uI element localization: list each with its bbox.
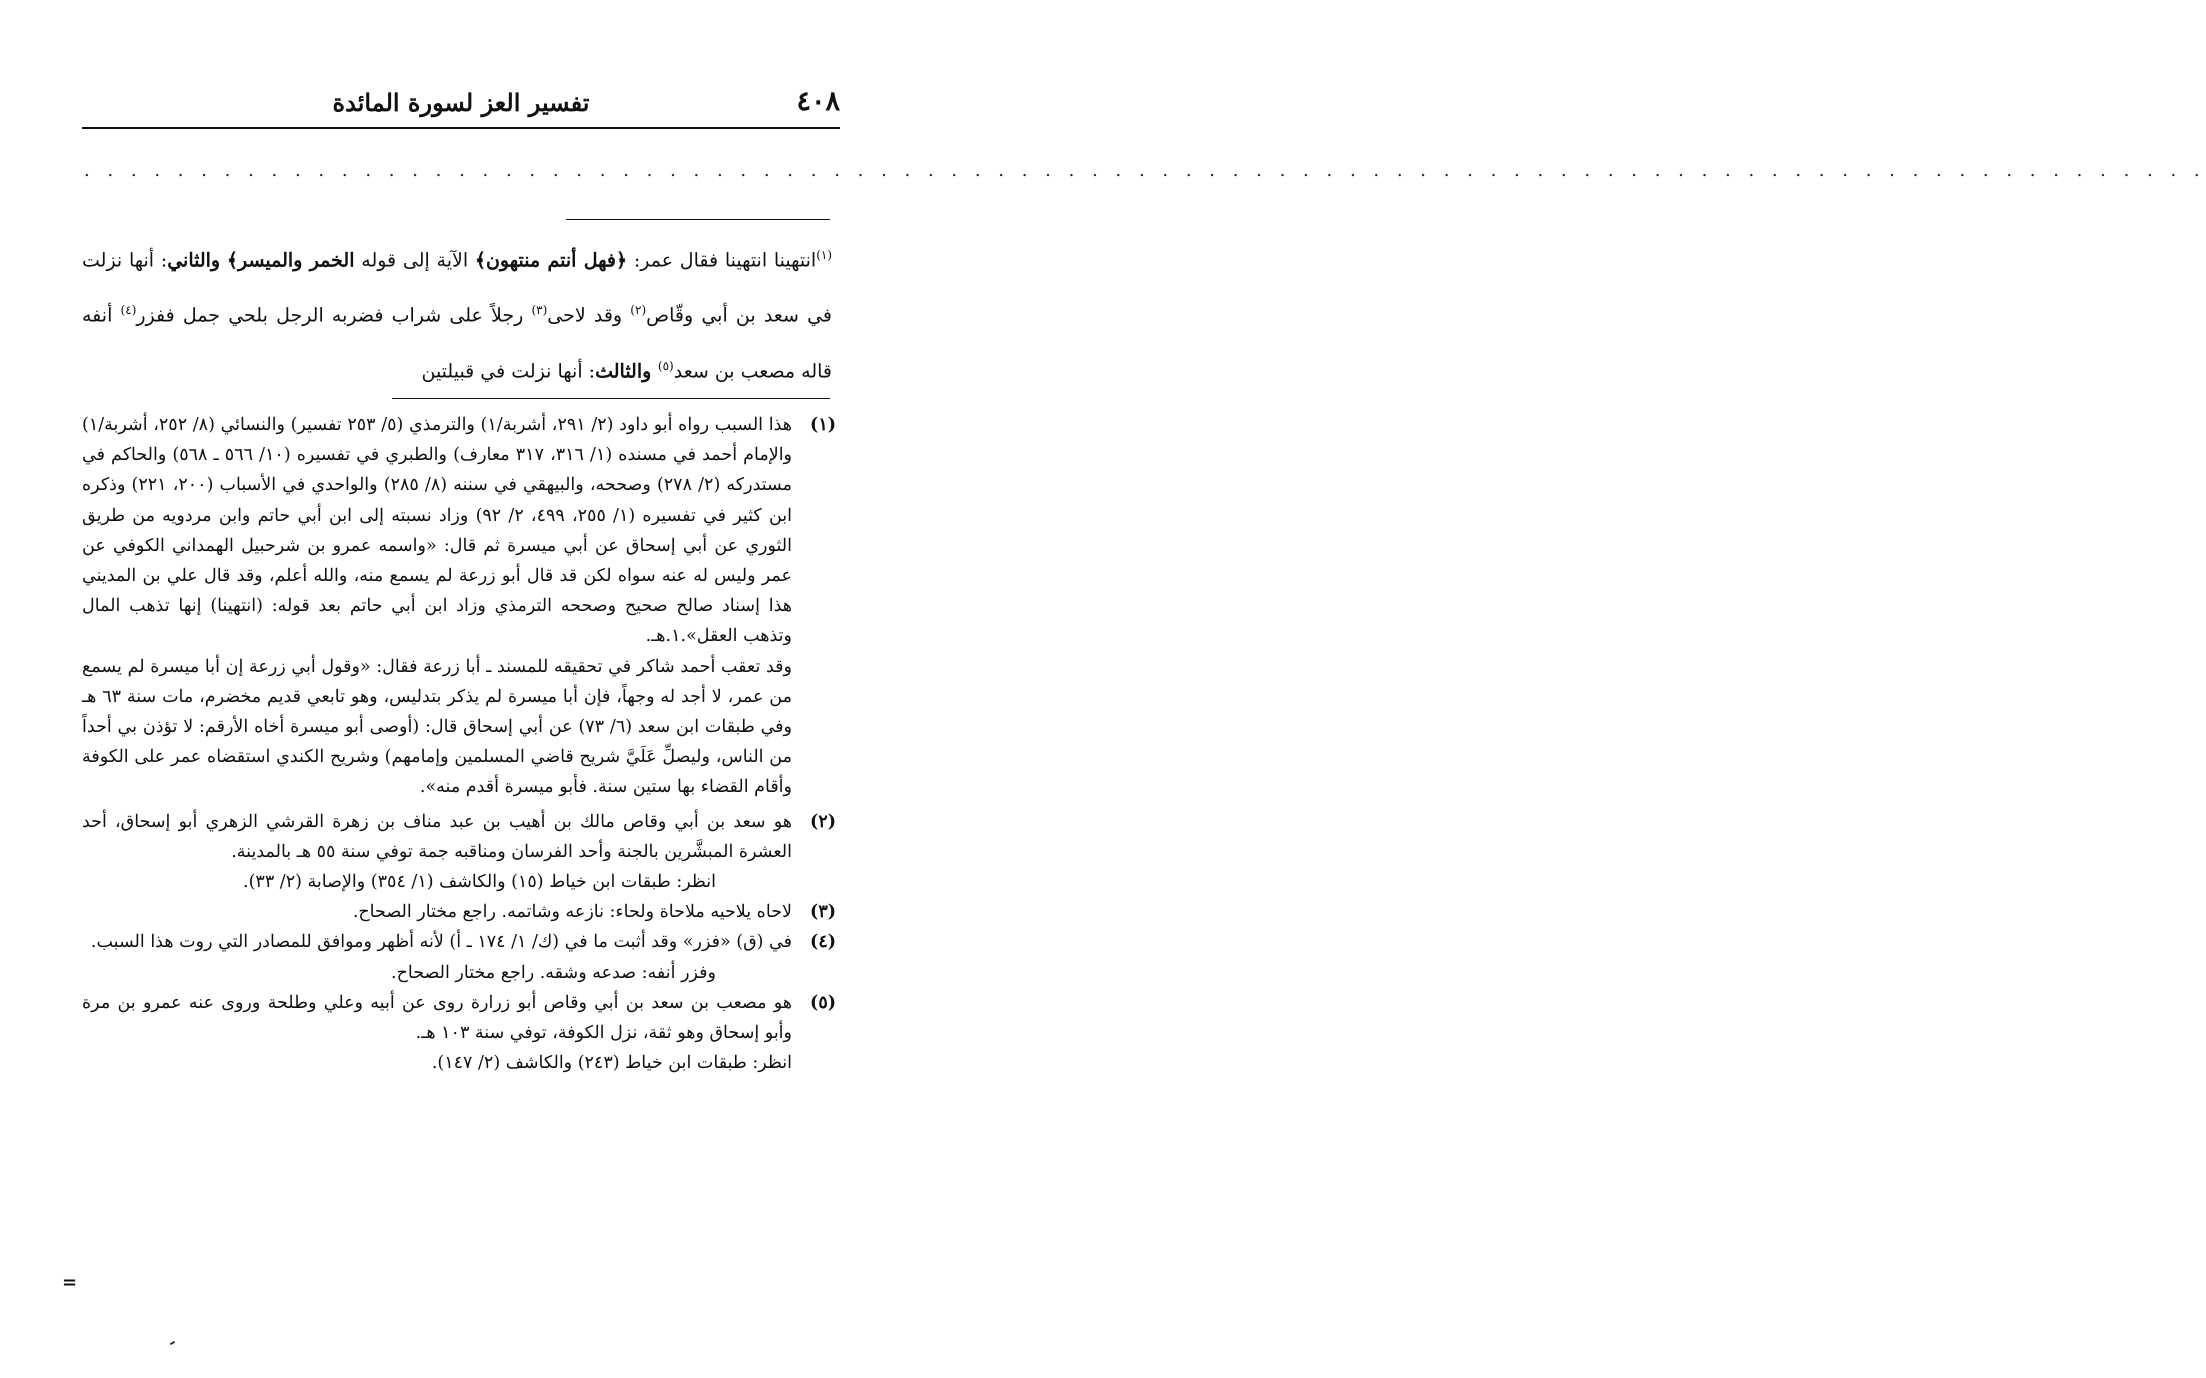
main-text-segment: فقال عمر: — [627, 249, 725, 272]
footnote-ref-4: (٤) — [120, 303, 137, 318]
main-text-segment: : أنها نزلت في قبيلتين — [421, 359, 596, 382]
page-header — [82, 82, 840, 122]
footnote-2 — [82, 807, 836, 867]
footnote-3 — [82, 897, 836, 927]
footnote-ref-3: (٣) — [531, 303, 548, 318]
footnote-number: (٢) — [810, 811, 836, 832]
main-text-segment: : أنها نزلت في سعد بن أبي وقّاص — [82, 249, 832, 327]
footnote-1 — [82, 410, 836, 652]
continuation-mark: = — [62, 1272, 78, 1293]
footnote-4 — [82, 927, 836, 957]
running-title: تفسير العز لسورة المائدة — [332, 88, 590, 117]
footnote-ref-1: (١) — [816, 248, 833, 262]
ellipsis-dots: . . . . . . . . . . . . . . . . . . . . . . . . . . . . . . . . . . . . . . . . . . . . . . . . . . . . . . . . . . . . . . . . . . . . . . . . . . . . . . . . . . . . . . . . . . . — [84, 160, 2206, 181]
footnote-4-reference: وفزر أنفه: صدعه وشقه. راجع مختار الصحاح. — [391, 962, 716, 983]
page-number: ٤٠٨ — [796, 86, 840, 117]
footnote-1-para-2: وقد تعقب أحمد شاكر في تحقيقه للمسند ـ أبا زرعة فقال: «وقول أبي زرعة إن أبا ميسرة لم يسمع من عمر، لا أجد له وجهاً، فإن أبا ميسرة لم يذكر بتدليس، وهو تابعي قديم مخضرم، مات سنة ٦٣ هـ وفي طبقات ابن سعد (٦/ ٧٣) عن أبي إسحاق قال: (أوصى أبو ميسرة أخاه الأرقم: لا تؤذن بي أحداً من الناس، وليصلِّ عَلَيَّ شريح قاضي المسلمين وإمامهم) وشريح الكندي استقضاه عمر على الكوفة وأقام القضاء بها ستين سنة. فأبو ميسرة أقدم منه». — [82, 656, 792, 798]
quran-quote: ﴿فهل أنتم منتهون﴾ — [474, 249, 628, 272]
header-rule — [82, 127, 840, 129]
main-paragraph — [82, 230, 832, 396]
stray-mark — [170, 1341, 175, 1345]
footnote-ref-2: (٢) — [630, 303, 647, 318]
footnote-text: في (ق) «فزر» وقد أثبت ما في (ك/ ١/ ١٧٤ ـ أ) لأنه أظهر وموافق للمصادر التي روت هذا السبب. — [90, 932, 792, 953]
third-view-label: والثالث — [595, 359, 658, 382]
main-text-segment: وقد لاحى — [547, 304, 631, 327]
footnote-text: هو سعد بن أبي وقاص مالك بن أهيب بن عبد مناف بن زهرة القرشي الزهري أبو إسحاق، أحد العشرة المبشَّرين بالجنة وأحد الفرسان ومناقبه جمة توفي سنة ٥٥ هـ بالمدينة. — [82, 811, 792, 862]
footnote-number: (٤) — [810, 932, 836, 953]
footnote-number: (٥) — [810, 992, 836, 1013]
footnote-2-reference: انظر: طبقات ابن خياط (١٥) والكاشف (١/ ٣٥٤) والإصابة (٢/ ٣٣). — [243, 872, 716, 893]
main-text-segment: أنفه قاله مصعب بن سعد — [82, 304, 832, 382]
quran-quote-end: الخمر والميسر﴾ — [226, 249, 355, 272]
footnote-number: (١) — [810, 415, 836, 435]
continuation-rule — [566, 219, 830, 220]
main-text-segment: انتهينا انتهينا — [724, 249, 817, 272]
footnote-ref-5: (٥) — [657, 358, 674, 373]
second-view-label: والثاني — [167, 249, 221, 272]
main-text — [82, 230, 832, 396]
footnote-5 — [82, 988, 836, 1048]
main-text-segment: رجلاً على شراب فضربه الرجل بلحي جمل ففزر — [136, 304, 532, 327]
footnote-separator — [392, 398, 830, 399]
footnote-text: هذا السبب رواه أبو داود (٢/ ٢٩١، أشربة/١) والترمذي (٥/ ٢٥٣ تفسير) والنسائي (٨/ ٢٥٢، أشربة/١) والإمام أحمد في مسنده (١/ ٣١٦، ٣١٧ معارف) والطبري في تفسيره (١٠/ ٥٦٦ ـ ٥٦٨) والحاكم في مستدركه (٢/ ٢٧٨) وصححه، والبيهقي في سننه (٨/ ٢٨٥) والواحدي في الأسباب (٢٠٠، ٢٢١) وذكره ابن كثير في تفسيره (١/ ٢٥٥، ٤٩٩، ٢/ ٩٢) وزاد نسبته إلى ابن أبي حاتم وابن مردويه من طريق الثوري عن أبي إسحاق عن أبي ميسرة ثم قال: «واسمه عمرو بن شرحبيل الهمداني الكوفي عن عمر وليس له عنه سواه لكن قد قال أبو زرعة لم يسمع منه، والله أعلم، وقد قال علي بن المديني هذا إسناد صالح صحيح وصححه الترمذي وزاد ابن أبي حاتم بعد قوله: (انتهينا) إنها تذهب المال وتذهب العقل».١.هـ. — [82, 415, 793, 647]
footnote-number: (٣) — [810, 902, 836, 923]
footnote-text: لاحاه يلاحيه ملاحاة ولحاء: نازعه وشاتمه. راجع مختار الصحاح. — [352, 902, 792, 923]
footnotes — [82, 410, 836, 1078]
footnote-text: هو مصعب بن سعد بن أبي وقاص أبو زرارة روى عن أبيه وعلي وطلحة وروى عنه عمرو بن مرة وأبو إسحاق وهو ثقة، نزل الكوفة، توفي سنة ١٠٣ هـ. — [82, 992, 792, 1044]
footnote-5-reference: انظر: طبقات ابن خياط (٢٤٣) والكاشف (٢/ ١٤٧). — [431, 1053, 792, 1074]
main-text-segment: الآية إلى قوله — [354, 249, 475, 272]
